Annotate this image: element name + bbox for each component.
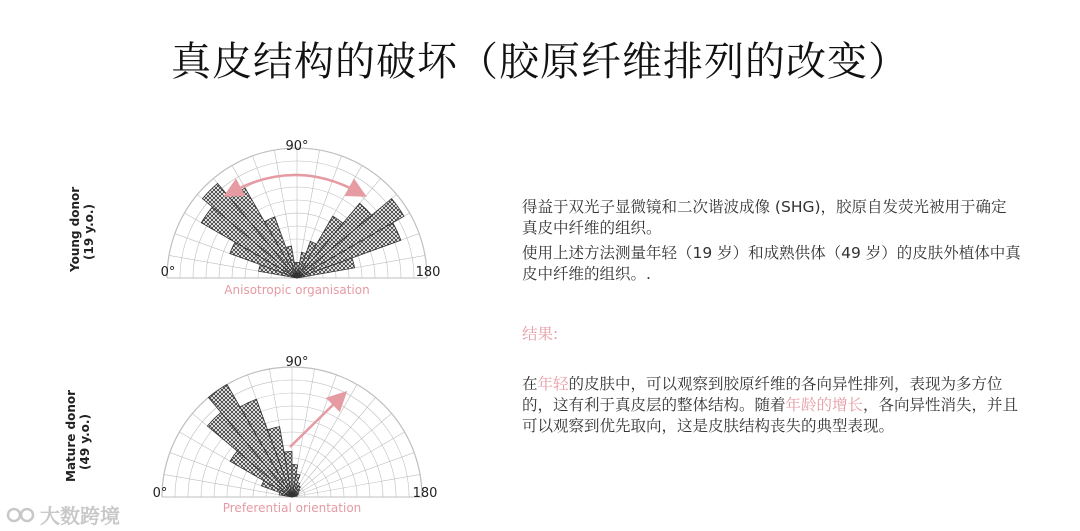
single-arrow bbox=[290, 398, 340, 447]
top-angle-label: 90° bbox=[285, 355, 309, 370]
left-angle-label: 0° bbox=[152, 486, 168, 501]
side-label-young: Young donor (19 y.o.) bbox=[68, 186, 96, 272]
watermark-text: 大数跨境 bbox=[40, 504, 120, 528]
page-title: 真皮结构的破坏（胶原纤维排列的改变） bbox=[171, 39, 909, 85]
right-angle-label: 180 bbox=[415, 265, 441, 280]
result-heading: 结果: bbox=[522, 325, 559, 343]
top-angle-label: 90° bbox=[285, 139, 309, 154]
left-angle-label: 0° bbox=[160, 265, 176, 280]
description-para-2: 使用上述方法测量年轻（19 岁）和成熟供体（49 岁）的皮肤外植体中真皮中纤维的组织。. bbox=[522, 244, 1021, 283]
rose-panel-mature bbox=[153, 355, 438, 515]
description-para-1: 得益于双光子显微镜和二次谐波成像 (SHG)，胶原自发荧光被用于确定真皮中纤维的组织。 bbox=[522, 198, 1007, 237]
panel-caption: Anisotropic organisation bbox=[224, 283, 370, 297]
side-label-mature: Mature donor (49 y.o.) bbox=[64, 389, 92, 482]
double-arrow-arc bbox=[232, 175, 358, 192]
rose-panel-young bbox=[161, 139, 441, 297]
panel-caption: Preferential orientation bbox=[222, 501, 362, 515]
description-text bbox=[522, 197, 1022, 289]
rose-bars bbox=[207, 384, 300, 497]
watermark bbox=[6, 500, 120, 529]
right-angle-label: 180 bbox=[412, 486, 438, 501]
watermark-logo-icon bbox=[6, 504, 36, 526]
result-text: 在年轻的皮肤中，可以观察到胶原纤维的各向异性排列，表现为多方位的，这有利于真皮层的整体结构。随着年龄的增长，各向异性消失，并且可以观察到优先取向，这是皮肤结构丧失的典型表现。 bbox=[522, 375, 1019, 435]
